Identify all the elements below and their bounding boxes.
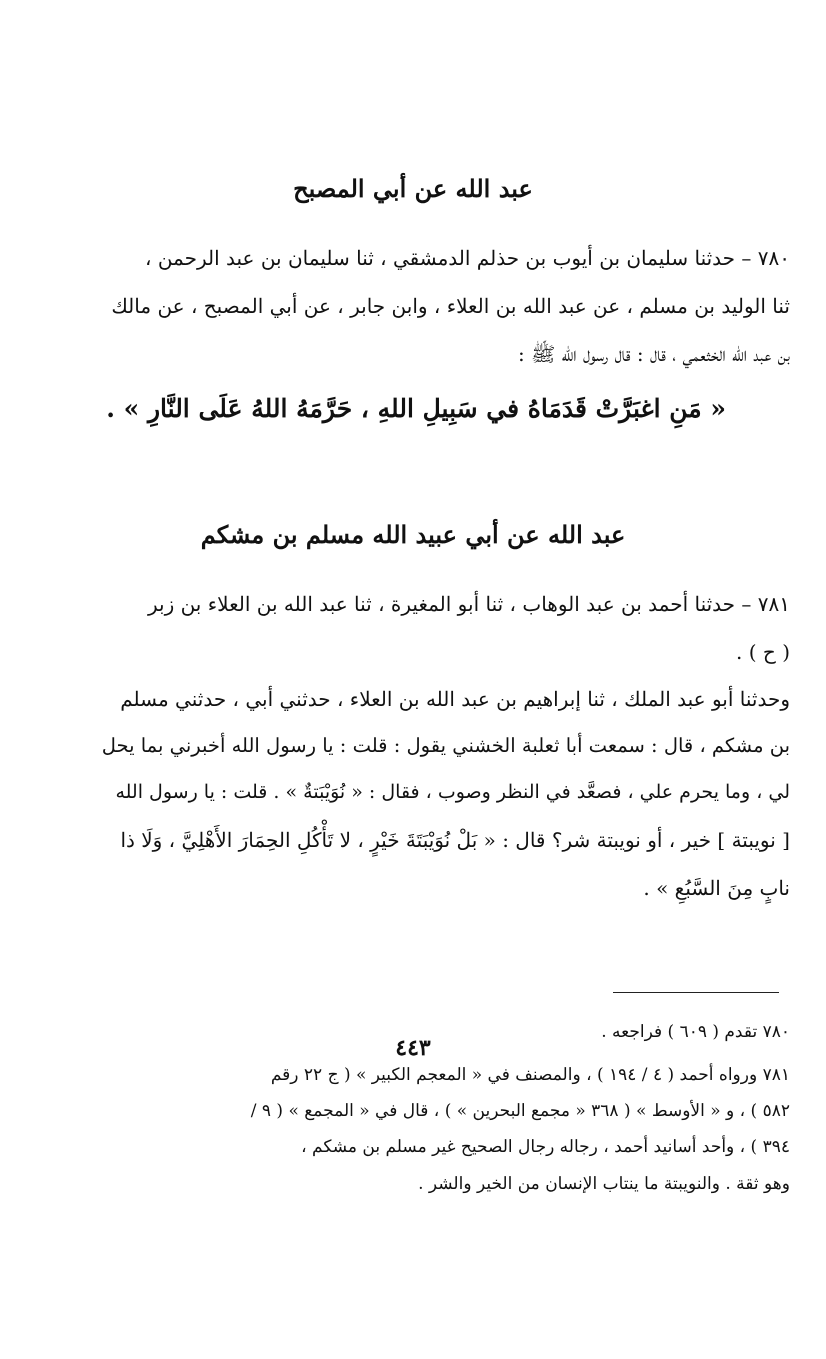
hadith-781-line-1: ٧٨١ – حدثنا أحمد بن عبد الوهاب ، ثنا أبو المغيرة ، ثنا عبد الله بن العلاء بن زبر <box>147 592 790 616</box>
footnote-781-line-3: ٣٩٤ ) ، وأحد أسانيد أحمد ، رجاله رجال الصحيح غير مسلم بن مشكم ، <box>301 1137 790 1157</box>
section-heading-1: عبد الله عن أبي المصبح <box>293 174 533 203</box>
hadith-780-line-1: ٧٨٠ – حدثنا سليمان بن أيوب بن حذلم الدمشقي ، ثنا سليمان بن عبد الرحمن ، <box>145 246 790 270</box>
hadith-780-quote: « مَنِ اغبَرَّتْ قَدَمَاهُ في سَبِيلِ اللهِ ، حَرَّمَهُ اللهُ عَلَى النَّارِ » . <box>106 394 726 423</box>
hadith-781-line-7: نابٍ مِنَ السَّبُعِ » . <box>643 876 790 900</box>
hadith-780-line-3: بن عبد الله الخثعمي ، قال : قال رسول الله ﷺ : <box>518 342 790 366</box>
page-number: ٤٤٣ <box>395 1035 431 1061</box>
footnote-divider <box>613 992 779 993</box>
hadith-780-line-2: ثنا الوليد بن مسلم ، عن عبد الله بن العلاء ، وابن جابر ، عن أبي المصبح ، عن مالك <box>111 294 790 318</box>
hadith-781-line-4: بن مشكم ، قال : سمعت أبا ثعلبة الخشني يقول : قلت : يا رسول الله أخبرني بما يحل <box>101 734 790 757</box>
footnote-781-line-4: وهو ثقة . والنويبتة ما ينتاب الإنسان من الخير والشر . <box>418 1174 790 1194</box>
hadith-781-line-2: ( ح ) . <box>736 640 790 664</box>
footnote-781-line-2: ٥٨٢ ) ، و « الأوسط » ( ٣٦٨ « مجمع البحرين » ) ، قال في « المجمع » ( ٩ / <box>250 1101 790 1121</box>
footnote-780: ٧٨٠ تقدم ( ٦٠٩ ) فراجعه . <box>601 1022 790 1042</box>
hadith-781-line-3: وحدثنا أبو عبد الملك ، ثنا إبراهيم بن عبد الله بن العلاء ، حدثني أبي ، حدثني مسلم <box>120 687 790 711</box>
hadith-781-line-5: لي ، وما يحرم علي ، فصعَّد في النظر وصوب ، فقال : « نُوَيْبَتةٌ » . قلت : يا رسول الله <box>115 781 790 803</box>
section-heading-2: عبد الله عن أبي عبيد الله مسلم بن مشكم <box>200 520 626 549</box>
hadith-781-line-6: [ نويبتة ] خير ، أو نويبتة شر؟ قال : « بَلْ نُوَيْبَتَةَ خَيْرٍ ، لا تَأْكُلِ الحِمَارَ الأَهْلِيَّ ، وَلَا ذا <box>120 828 790 852</box>
footnote-781-line-1: ٧٨١ ورواه أحمد ( ٤ / ١٩٤ ) ، والمصنف في « المعجم الكبير » ( ج ٢٢ رقم <box>270 1065 790 1085</box>
